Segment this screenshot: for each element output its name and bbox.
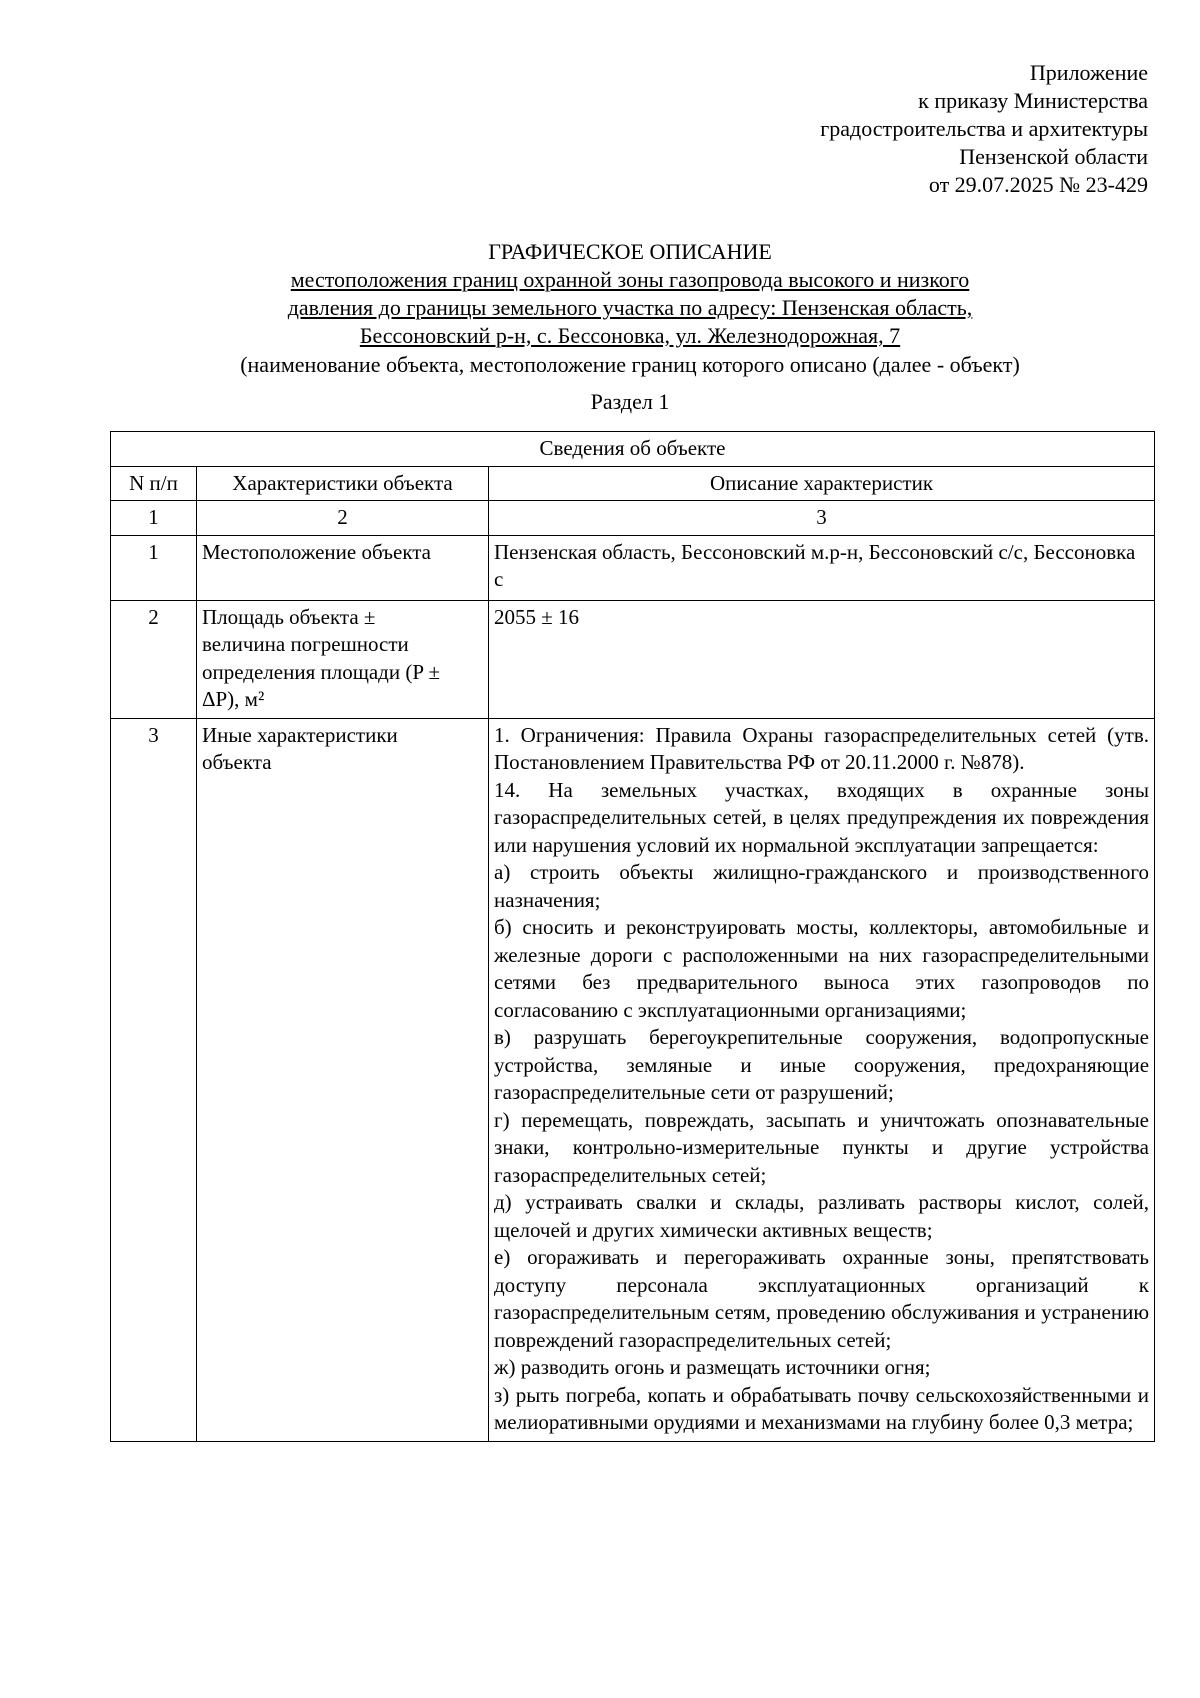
restriction-paragraph: ж) разводить огонь и размещать источники огня; <box>494 1355 931 1379</box>
document-subtitle-line: Бессоновский р-н, с. Бессоновка, ул. Железнодорожная, 7 <box>359 323 901 348</box>
table-header-row <box>111 466 1155 501</box>
document-subtitle-line: местоположения границ охранной зоны газопровода высокого и низкого <box>290 267 970 292</box>
row-number-cell: 1 <box>111 535 197 600</box>
restriction-paragraph: г) перемещать, повреждать, засыпать и уничтожать опознавательные знаки, контрольно-измерительные пункты и другие устройства газораспределительных сетей; <box>494 1107 1150 1187</box>
object-info-table <box>110 431 1155 1442</box>
appendix-block <box>548 59 1148 199</box>
table-caption-row <box>111 432 1155 467</box>
restriction-paragraph: 1. Ограничения: Правила Охраны газораспределительных сетей (утв. Постановлением Правительства РФ от 20.11.2000 г. №878). <box>494 722 1150 774</box>
appendix-line: к приказу Министерства <box>918 88 1148 113</box>
column-number-cell: 3 <box>489 501 1155 536</box>
row-characteristic-cell: Иные характеристики объекта <box>197 718 489 1441</box>
document-subtitle-line: давления до границы земельного участка по адресу: Пензенская область, <box>287 295 973 320</box>
restriction-paragraph: а) строить объекты жилищно-гражданского и производственного назначения; <box>494 860 1150 912</box>
table-row <box>111 535 1155 600</box>
header-cell-characteristic: Характеристики объекта <box>197 466 489 501</box>
restriction-paragraph: з) рыть погреба, копать и обрабатывать почву сельскохозяйственными и мелиоративными орудиями и механизмами на глубину более 0,3 метра; <box>494 1382 1150 1434</box>
table-row <box>111 600 1155 718</box>
row-number-cell: 3 <box>111 718 197 1441</box>
appendix-line: градостроительства и архитектуры <box>820 116 1148 141</box>
appendix-line: от 29.07.2025 № 23-429 <box>928 172 1148 197</box>
row-number-cell: 2 <box>111 600 197 718</box>
row-description-cell <box>489 718 1155 1441</box>
document-subtitle-caption: (наименование объекта, местоположение границ которого описано (далее - объект) <box>240 352 1020 377</box>
restriction-paragraph: д) устраивать свалки и склады, разливать растворы кислот, солей, щелочей и других химически активных веществ; <box>494 1190 1150 1242</box>
row-characteristic-cell: Площадь объекта ± величина погрешности определения площади (P ± ΔP), м² <box>197 600 489 718</box>
row-description-cell: 2055 ± 16 <box>489 600 1155 718</box>
document-heading: ГРАФИЧЕСКОЕ ОПИСАНИЕ <box>488 239 772 264</box>
header-cell-description: Описание характеристик <box>489 466 1155 501</box>
header-cell-number: N п/п <box>111 466 197 501</box>
restriction-paragraph: е) огораживать и перегораживать охранные зоны, препятствовать доступу персонала эксплуатационных организаций к газораспределительным сетям, проведению обслуживания и устранению повреждений газораспределительных сетей; <box>494 1245 1150 1352</box>
column-number-cell: 2 <box>197 501 489 536</box>
column-number-cell: 1 <box>111 501 197 536</box>
table-row <box>111 718 1155 1441</box>
row-description-cell: Пензенская область, Бессоновский м.р-н, Бессоновский с/с, Бессоновка с <box>489 535 1155 600</box>
table-caption: Сведения об объекте <box>111 432 1155 467</box>
restriction-paragraph: б) сносить и реконструировать мосты, коллекторы, автомобильные и железные дороги с расположенными на них газораспределительными сетями без предварительного выноса этих газопроводов по согласованию с эксплуатационными организациями; <box>494 915 1150 1022</box>
column-number-row <box>111 501 1155 536</box>
restriction-paragraph: 14. На земельных участках, входящих в охранные зоны газораспределительных сетей, в целях предупреждения их повреждения или нарушения условий их нормальной эксплуатации запрещается: <box>494 777 1150 857</box>
appendix-line: Пензенской области <box>959 144 1148 169</box>
appendix-line: Приложение <box>1029 60 1148 85</box>
row-characteristic-cell: Местоположение объекта <box>197 535 489 600</box>
restriction-paragraph: в) разрушать берегоукрепительные сооружения, водопропускные устройства, земляные и иные сооружения, предохраняющие газораспределительные сети от разрушений; <box>494 1025 1150 1104</box>
document-title-block <box>100 238 1160 379</box>
section-label: Раздел 1 <box>590 389 670 414</box>
